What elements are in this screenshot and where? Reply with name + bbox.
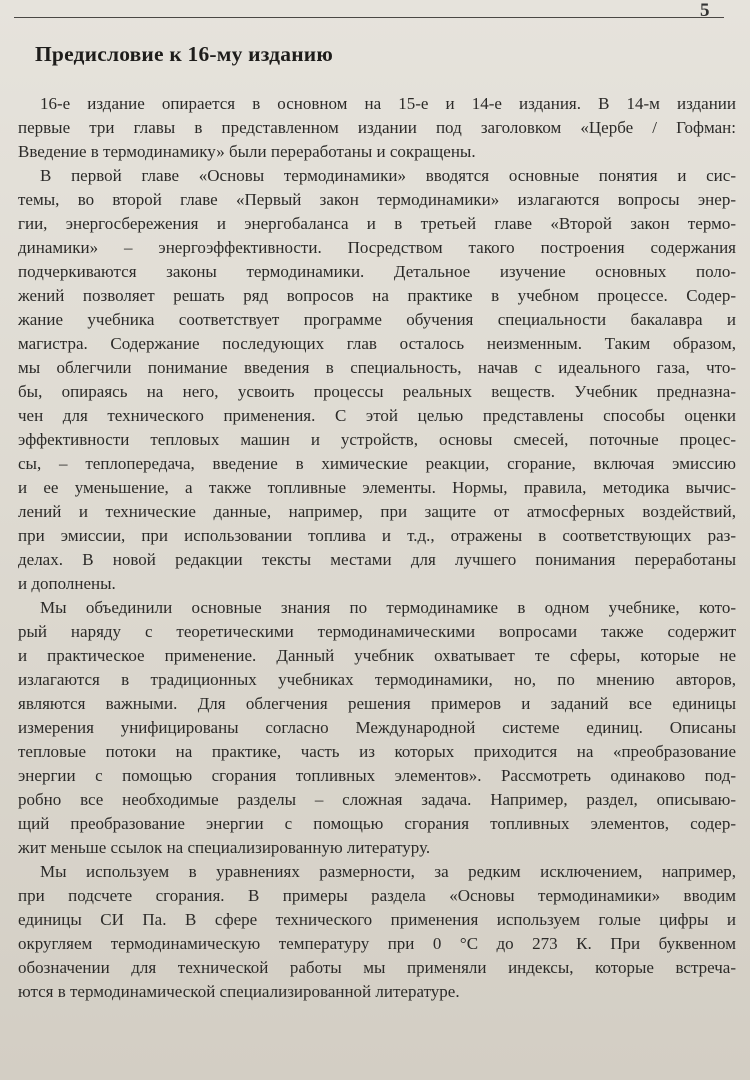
text-line: при эмиссии, при использовании топлива и т.д., отражены в соответствующих раз-	[18, 526, 736, 545]
text-line: делах. В новой редакции тексты местами для лучшего понимания переработаны	[18, 550, 736, 569]
text-line: при подсчете сгорания. В примеры раздела «Основы термодинамики» вводим	[18, 886, 736, 905]
text-line: округляем термодинамическую температуру при 0 °С до 273 К. При буквенном	[18, 934, 736, 953]
page-number: 5	[700, 0, 710, 21]
text-line: щий преобразование энергии с помощью сгорания топливных элементов, содер-	[18, 814, 736, 833]
text-line: жений позволяет решать ряд вопросов на практике в учебном процессе. Содер-	[18, 286, 736, 305]
text-line: Мы объединили основные знания по термодинамике в одном учебнике, кото-	[40, 598, 736, 617]
paragraph-4	[18, 860, 736, 1004]
text-line: Введение в термодинамику» были переработаны и сокращены.	[18, 142, 476, 161]
text-line: жит меньше ссылок на специализированную литературу.	[18, 838, 431, 857]
paragraph-1	[18, 92, 736, 164]
text-line: первые три главы в представленном издании под заголовком «Цербе / Гофман:	[18, 118, 736, 137]
text-line: робно все необходимые разделы – сложная задача. Например, раздел, описываю-	[18, 790, 736, 809]
text-line: жание учебника соответствует программе обучения специальности бакалавра и	[18, 310, 736, 329]
text-line: ются в термодинамической специализированной литературе.	[18, 982, 460, 1001]
header-rule	[14, 17, 724, 18]
text-line: рый наряду с теоретическими термодинамическими вопросами также содержит	[18, 622, 736, 641]
text-line: В первой главе «Основы термодинамики» вводятся основные понятия и сис-	[40, 166, 736, 185]
text-line: тепловые потоки на практике, часть из которых приходится на «преобразование	[18, 742, 736, 761]
text-line: бы, опираясь на него, усвоить процессы реальных веществ. Учебник предназна-	[18, 382, 736, 401]
body-text	[18, 92, 736, 1004]
text-line: энергии с помощью сгорания топливных элементов». Рассмотреть одинаково под-	[18, 766, 736, 785]
text-line: чен для технического применения. С этой целью представлены способы оценки	[18, 406, 736, 425]
text-line: магистра. Содержание последующих глав осталось неизменным. Таким образом,	[18, 334, 736, 353]
paragraph-2	[18, 164, 736, 596]
text-line: Мы используем в уравнениях размерности, за редким исключением, например,	[40, 862, 736, 881]
text-line: измерения унифицированы согласно Международной системе единиц. Описаны	[18, 718, 736, 737]
text-line: и практическое применение. Данный учебник охватывает те сферы, которые не	[18, 646, 736, 665]
text-line: подчеркиваются законы термодинамики. Детальное изучение основных поло-	[18, 262, 736, 281]
text-line: сы, – теплопередача, введение в химические реакции, сгорание, включая эмиссию	[18, 454, 736, 473]
text-line: излагаются в традиционных учебниках термодинамики, но, по мнению авторов,	[18, 670, 736, 689]
text-line: и ее уменьшение, а также топливные элементы. Нормы, правила, методика вычис-	[18, 478, 736, 497]
text-line: 16-е издание опирается в основном на 15-е и 14-е издания. В 14-м издании	[40, 94, 736, 113]
text-line: являются важными. Для облегчения решения примеров и заданий все единицы	[18, 694, 736, 713]
text-line: гии, энергосбережения и энергобаланса и в третьей главе «Второй закон термо-	[18, 214, 736, 233]
text-line: обозначении для технической работы мы применяли индексы, которые встреча-	[18, 958, 736, 977]
text-line: лений и технические данные, например, при защите от атмосферных воздействий,	[18, 502, 736, 521]
text-line: темы, во второй главе «Первый закон термодинамики» излагаются вопросы энер-	[18, 190, 736, 209]
text-line: единицы СИ Па. В сфере технического применения используем голые цифры и	[18, 910, 736, 929]
page-title: Предисловие к 16-му изданию	[35, 42, 334, 66]
paragraph-3	[18, 596, 736, 860]
text-line: эффективности тепловых машин и устройств, основы смесей, поточные процес-	[18, 430, 736, 449]
text-line: мы облегчили понимание введения в специальность, начав с идеального газа, что-	[18, 358, 736, 377]
text-line: динамики» – энергоэффективности. Посредством такого построения содержания	[18, 238, 736, 257]
text-line: и дополнены.	[18, 574, 116, 593]
